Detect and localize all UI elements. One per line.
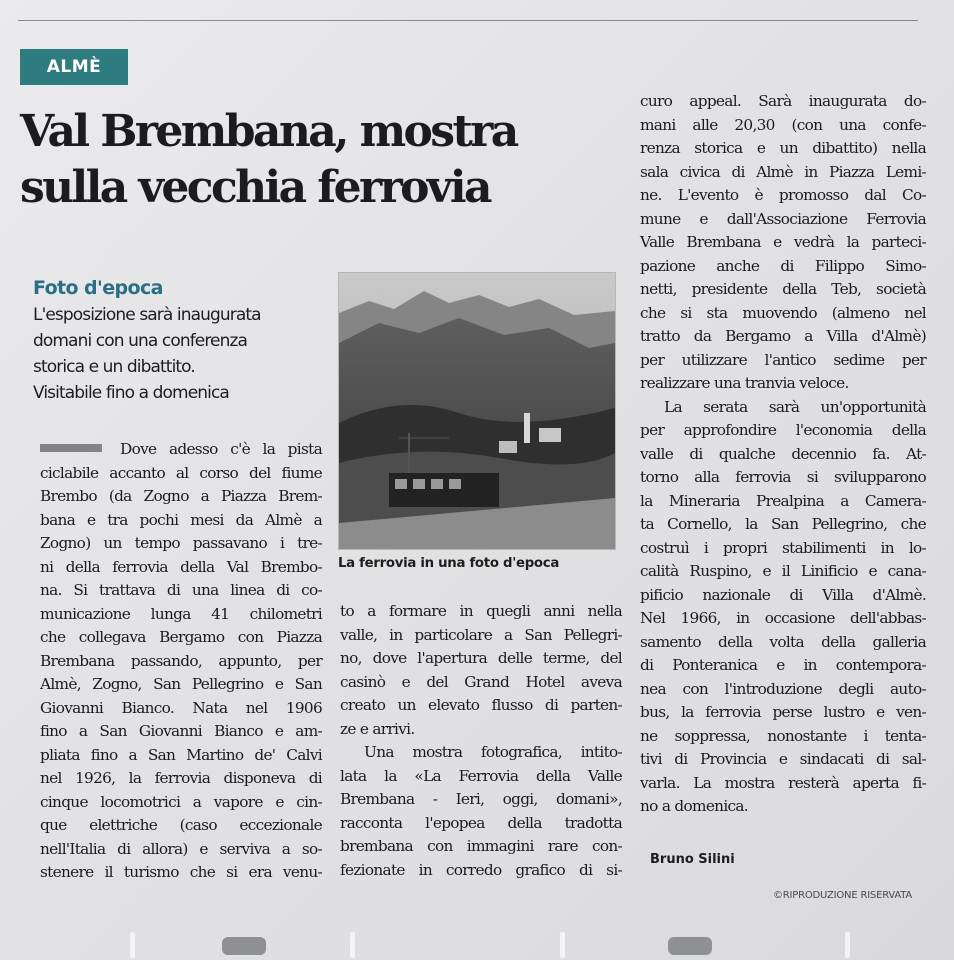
- photo-illustration: [339, 273, 615, 549]
- text-line: tivi di Provincia e sindacati di sal-: [640, 750, 926, 768]
- text-line: pliata fino a San Martino de' Calvi: [40, 745, 322, 764]
- text-line: no, dove l'apertura delle terme, del: [340, 649, 622, 667]
- text-line: ne soppressa, nonostante i tenta-: [640, 726, 926, 745]
- text-line: nel 1926, la ferrovia disponeva di: [40, 769, 322, 787]
- subhead-line: Visitabile fino a domenica: [33, 383, 229, 403]
- text-line: no a domenica.: [640, 797, 748, 815]
- text-line: que elettriche (caso eccezionale: [40, 816, 322, 834]
- text-line: fezionate in corredo grafico di si-: [340, 860, 622, 879]
- text-line: ni della ferrovia della Val Brembo-: [40, 557, 322, 576]
- section-tag: ALMÈ: [20, 49, 128, 85]
- text-line: La serata sarà un'opportunità: [664, 397, 926, 416]
- copyright-notice: ©RIPRODUZIONE RISERVATA: [773, 890, 913, 901]
- text-line: di Ponteranica e in contempora-: [640, 656, 926, 674]
- photo-caption: La ferrovia in una foto d'epoca: [338, 556, 560, 571]
- text-line: la Mineraria Prealpina a Camera-: [640, 491, 926, 510]
- article-column-3: [640, 90, 926, 819]
- text-line: sala civica di Almè in Piazza Lemi-: [640, 162, 926, 181]
- kicker: Foto d'epoca: [33, 277, 163, 299]
- text-line: curo appeal. Sarà inaugurata do-: [640, 92, 926, 110]
- text-line: cinque locomotrici a vapore e cin-: [40, 792, 322, 811]
- text-line: lata la «La Ferrovia della Valle: [340, 766, 622, 785]
- text-line: bana e tra pochi mesi da Almè a: [40, 510, 322, 529]
- text-line: ne. L'evento è promosso dal Co-: [640, 186, 926, 204]
- text-line: mune e dall'Associazione Ferrovia: [640, 209, 926, 228]
- text-line: valle, in particolare a San Pellegri-: [340, 625, 622, 644]
- text-line: Brembana passando, appunto, per: [40, 651, 322, 670]
- text-line: Brembo (da Zogno a Piazza Brem-: [40, 487, 322, 505]
- text-line: netti, presidente della Teb, società: [640, 280, 926, 298]
- text-line: Nel 1966, in occasione dell'abbas-: [640, 609, 926, 627]
- text-line: pificio nazionale di Villa d'Almè.: [640, 585, 926, 604]
- text-line: realizzare una tranvia veloce.: [640, 374, 849, 392]
- text-line: Almè, Zogno, San Pellegrino e San: [40, 675, 322, 693]
- text-line: per approfondire l'economia della: [640, 421, 926, 439]
- text-line: pazione anche di Filippo Simo-: [640, 256, 926, 275]
- article-column-1: [40, 438, 322, 885]
- headline: [20, 104, 620, 216]
- text-line: renza storica e un dibattito) nella: [640, 139, 926, 157]
- byline: Bruno Silini: [650, 852, 735, 867]
- text-line: to a formare in quegli anni nella: [340, 602, 622, 620]
- text-line: samento della volta della galleria: [640, 632, 926, 651]
- text-line: che collegava Bergamo con Piazza: [40, 628, 322, 646]
- subhead: [33, 302, 333, 406]
- text-line: Giovanni Bianco. Nata nel 1906: [40, 698, 322, 717]
- text-line: Zogno) un tempo passavano i tre-: [40, 534, 322, 552]
- text-line: mani alle 20,30 (con una confe-: [640, 115, 926, 134]
- paper-tear-mark: [845, 932, 850, 958]
- text-line: Dove adesso c'è la pista: [120, 440, 322, 458]
- text-line: fino a San Giovanni Bianco e am-: [40, 722, 322, 740]
- text-line: ze e arrivi.: [340, 719, 415, 738]
- subhead-line: domani con una conferenza: [33, 331, 248, 351]
- text-line: ciclabile accanto al corso del fiume: [40, 463, 322, 482]
- text-line: creato un elevato flusso di parten-: [340, 696, 622, 714]
- headline-line: sulla vecchia ferrovia: [20, 162, 490, 213]
- text-line: bus, la ferrovia perse lustro e ven-: [640, 703, 926, 721]
- text-line: Una mostra fotografica, intito-: [364, 743, 622, 761]
- text-line: nell'Italia di allora) e serviva a so-: [40, 839, 322, 858]
- text-line: racconta l'epopea della tradotta: [340, 813, 622, 832]
- text-line: che si sta muovendo (almeno nel: [640, 303, 926, 322]
- text-line: valle di qualche decennio fa. At-: [640, 444, 926, 463]
- article-column-2: [340, 600, 622, 882]
- text-line: stenere il turismo che si era venu-: [40, 863, 322, 881]
- text-line: calità Ruspino, e il Linificio e cana-: [640, 562, 926, 580]
- text-line: costruì i propri stabilimenti in lo-: [640, 538, 926, 557]
- text-line: ta Cornello, la San Pellegrino, che: [640, 515, 926, 533]
- text-line: casinò e del Grand Hotel aveva: [340, 672, 622, 691]
- paper-tear-mark: [350, 932, 355, 958]
- binder-hole: [668, 937, 712, 955]
- text-line: municazione lunga 41 chilometri: [40, 604, 322, 623]
- text-line: per utilizzare l'antico sedime per: [640, 350, 926, 369]
- text-line: na. Si trattava di una linea di co-: [40, 581, 322, 599]
- text-line: tratto da Bergamo a Villa d'Almè): [640, 327, 926, 345]
- text-line: Brembana - Ieri, oggi, domani»,: [340, 790, 622, 808]
- text-line: varla. La mostra resterà aperta fi-: [640, 773, 926, 792]
- paper-tear-mark: [560, 932, 565, 958]
- vintage-railway-photo: [338, 272, 616, 550]
- text-line: nea con l'introduzione degli auto-: [640, 679, 926, 698]
- headline-line: Val Brembana, mostra: [20, 106, 517, 157]
- subhead-line: L'esposizione sarà inaugurata: [33, 305, 261, 325]
- binder-hole: [222, 937, 266, 955]
- subhead-line: storica e un dibattito.: [33, 357, 195, 377]
- paper-tear-mark: [130, 932, 135, 958]
- top-rule: [18, 20, 918, 21]
- text-line: brembana con immagini rare con-: [340, 837, 622, 855]
- text-line: torno alla ferrovia si svilupparono: [640, 468, 926, 486]
- text-line: Valle Brembana e vedrà la parteci-: [640, 233, 926, 251]
